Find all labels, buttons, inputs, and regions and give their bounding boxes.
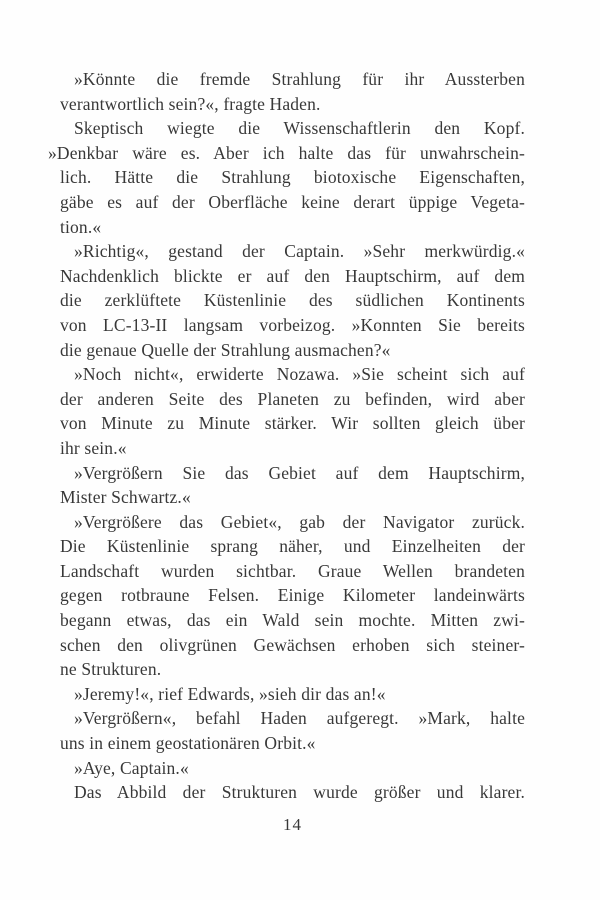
text-line: ne Strukturen. (60, 659, 162, 680)
page-number: 14 (283, 815, 302, 834)
text-line: ihr sein.« (60, 437, 127, 458)
text-line: Mister Schwartz.« (60, 487, 191, 508)
text-line: »Vergrößern Sie das Gebiet auf dem Hauptschirm, (74, 462, 525, 483)
text-line: von Minute zu Minute stärker. Wir sollten gleich über (60, 413, 525, 434)
text-line: von LC-13-II langsam vorbeizog. »Konnten Sie bereits (60, 314, 525, 335)
text-line: gäbe es auf der Oberfläche keine derart üppige Vegeta- (60, 191, 525, 212)
text-line: Die Küstenlinie sprang näher, und Einzelheiten der (60, 536, 525, 557)
text-line: schen den olivgrünen Gewächsen erhoben sich steiner- (60, 634, 525, 655)
text-line: uns in einem geostationären Orbit.« (60, 733, 316, 754)
text-line: »Richtig«, gestand der Captain. »Sehr merkwürdig.« (74, 241, 525, 262)
text-line: die genaue Quelle der Strahlung ausmachen?« (60, 339, 391, 360)
text-line: tion.« (60, 216, 102, 237)
page-text (48, 67, 525, 805)
text-line: begann etwas, das ein Wald sein mochte. Mitten zwi- (60, 610, 525, 631)
text-line: der anderen Seite des Planeten zu befinden, wird aber (60, 388, 525, 409)
text-line: gegen rotbraune Felsen. Einige Kilometer landeinwärts (60, 585, 525, 606)
text-line: Skeptisch wiegte die Wissenschaftlerin den Kopf. (74, 118, 525, 139)
text-line: Nachdenklich blickte er auf den Hauptschirm, auf dem (60, 265, 525, 286)
text-line: »Vergrößere das Gebiet«, gab der Navigator zurück. (74, 511, 525, 532)
text-line: »Vergrößern«, befahl Haden aufgeregt. »Mark, halte (74, 708, 525, 729)
text-line: lich. Hätte die Strahlung biotoxische Eigenschaften, (60, 167, 525, 188)
text-line: verantwortlich sein?«, fragte Haden. (60, 93, 321, 114)
text-line: »Aye, Captain.« (74, 757, 189, 778)
text-line: »Denkbar wäre es. Aber ich halte das für unwahrschein- (48, 142, 525, 163)
text-line: »Jeremy!«, rief Edwards, »sieh dir das an!« (74, 683, 386, 704)
text-line: Das Abbild der Strukturen wurde größer und klarer. (74, 782, 525, 803)
text-line: »Könnte die fremde Strahlung für ihr Aussterben (74, 69, 525, 89)
text-line: Landschaft wurden sichtbar. Graue Wellen brandeten (60, 560, 525, 581)
text-line: die zerklüftete Küstenlinie des südlichen Kontinents (60, 290, 525, 311)
text-line: »Noch nicht«, erwiderte Nozawa. »Sie scheint sich auf (74, 364, 525, 385)
